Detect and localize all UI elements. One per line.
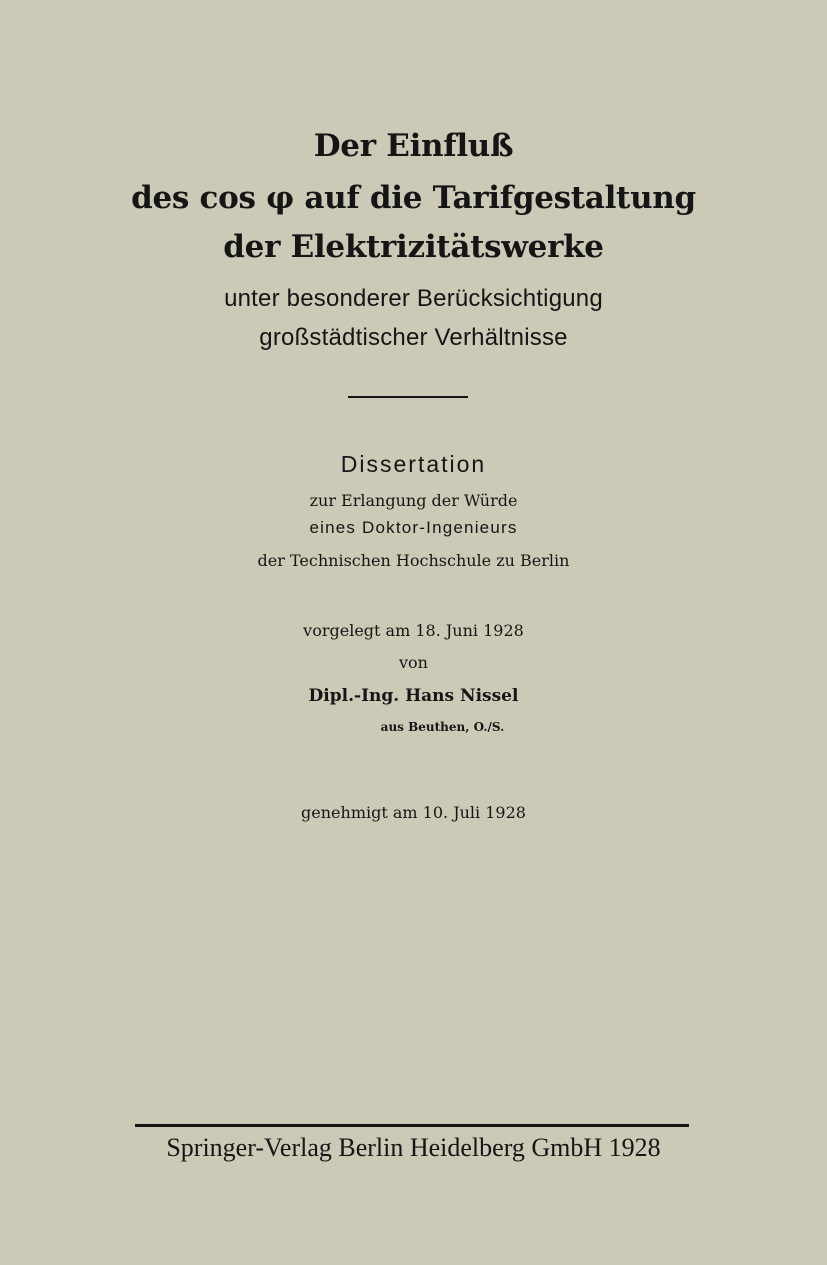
by-word: von <box>399 653 428 672</box>
dissertation-line-2: eines Doktor-Ingenieurs <box>309 518 518 537</box>
dissertation-line-1: zur Erlangung der Würde <box>309 491 518 510</box>
approval-date: genehmigt am 10. Juli 1928 <box>301 803 526 822</box>
publisher-divider <box>135 1124 689 1127</box>
submission-date: vorgelegt am 18. Juni 1928 <box>303 621 524 640</box>
title-line-3: der Elektrizitätswerke <box>223 229 604 265</box>
author-origin: aus Beuthen, O./S. <box>380 720 505 734</box>
author-name: Dipl.-Ing. Hans Nissel <box>308 686 519 706</box>
title-line-1: Der Einfluß <box>313 128 514 164</box>
dissertation-heading: Dissertation <box>340 451 487 477</box>
dissertation-line-3: der Technischen Hochschule zu Berlin <box>257 551 570 570</box>
subtitle-line-1: unter besonderer Berücksichtigung <box>224 285 603 312</box>
subtitle-line-2: großstädtischer Verhältnisse <box>259 324 568 351</box>
publisher-imprint: Springer-Verlag Berlin Heidelberg GmbH 1928 <box>166 1133 661 1162</box>
title-line-2: des cos φ auf die Tarifgestaltung <box>131 180 696 216</box>
short-divider <box>348 396 468 398</box>
